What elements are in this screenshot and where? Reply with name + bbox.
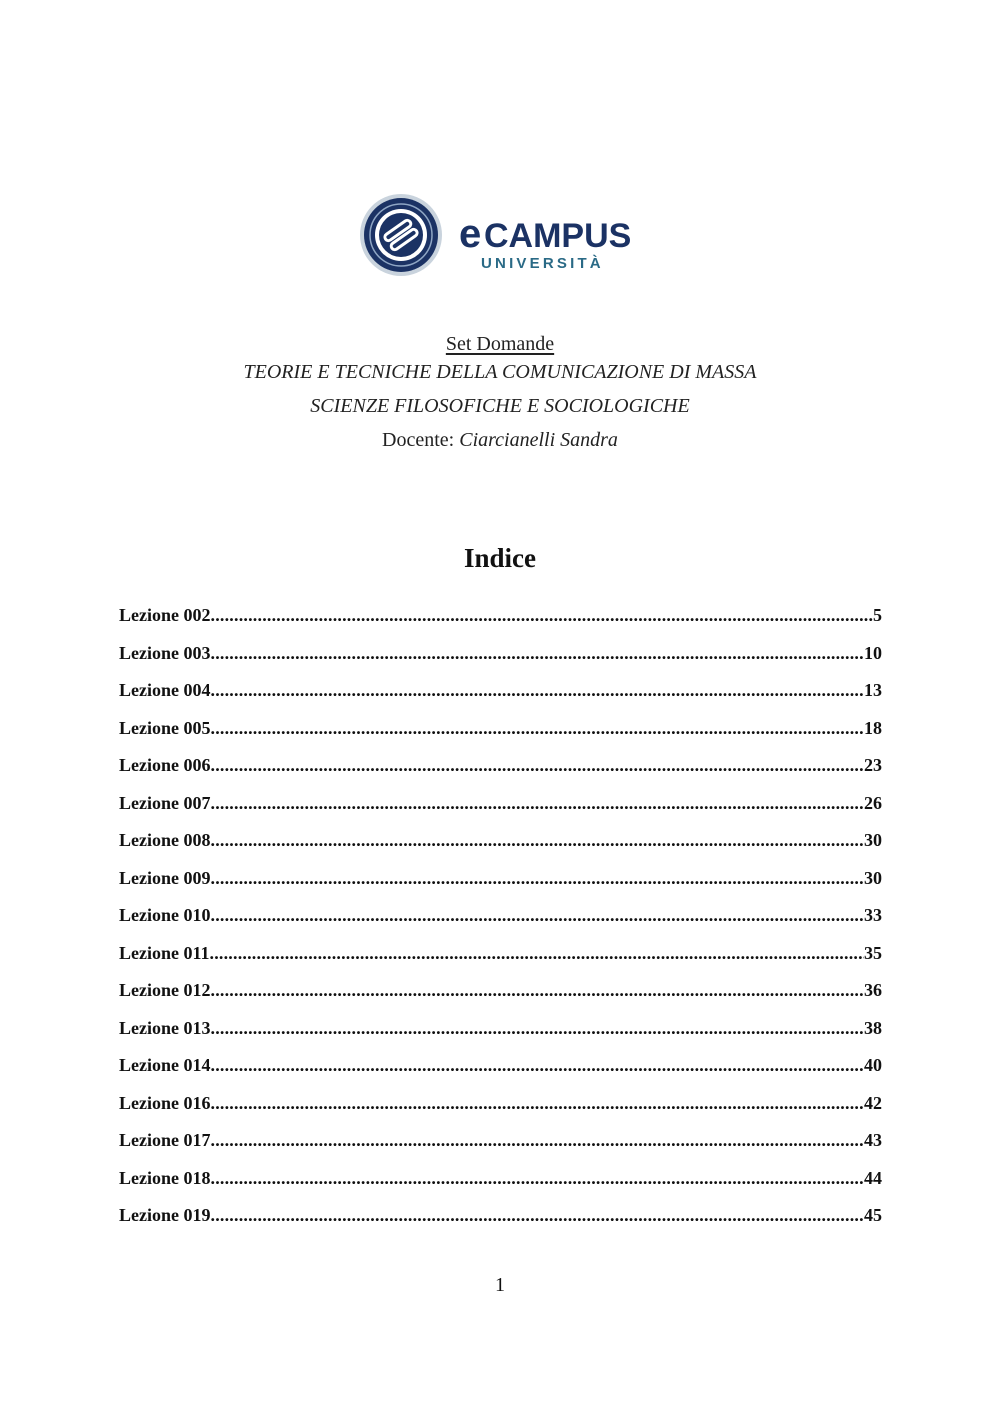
toc-entry[interactable] [119,976,882,1014]
toc-heading: Indice [463,543,536,573]
toc-entry-label: Lezione 005 [119,717,211,738]
toc-entry-page: 45 [864,1205,882,1225]
toc-entry[interactable] [119,601,882,639]
toc-entry[interactable] [119,789,882,827]
toc-entry-label: Lezione 007 [119,792,211,813]
toc-entry-page: 30 [864,867,882,888]
toc-leader-dots [211,1051,865,1079]
toc-entry-page: 10 [864,642,882,663]
toc-entry[interactable] [119,826,882,864]
toc-leader-dots [211,601,874,629]
toc-leader-dots [211,639,865,667]
toc-entry[interactable] [119,1126,882,1164]
toc-leader-dots [211,751,865,779]
toc-entry-page: 30 [864,830,882,850]
toc-entry[interactable] [119,1051,882,1089]
toc-entry-label: Lezione 014 [119,1055,211,1075]
toc-entry-label: Lezione 012 [119,980,211,1000]
toc-entry-label: Lezione 013 [119,1017,211,1038]
toc-leader-dots [211,676,865,704]
toc-entry-label: Lezione 016 [119,1092,211,1113]
toc-entry-page: 26 [864,792,882,813]
brand-name: CAMPUS [484,217,632,255]
set-label: Set Domande [445,333,555,355]
toc-entry-page: 40 [864,1055,882,1075]
toc-leader-dots [211,1014,865,1042]
document-header [0,330,1000,454]
toc-entry-page: 5 [873,605,882,625]
toc-entry[interactable] [119,939,882,977]
toc-entry-label: Lezione 004 [119,680,211,700]
course-area: SCIENZE FILOSOFICHE E SOCIOLOGICHE [310,395,690,417]
brand-prefix: e [459,212,482,256]
toc-leader-dots [211,789,865,817]
toc-leader-dots [211,1089,865,1117]
toc-entry[interactable] [119,1089,882,1127]
course-title: TEORIE E TECNICHE DELLA COMUNICAZIONE DI MASSA [243,361,757,383]
docente-name: Ciarcianelli Sandra [459,429,618,451]
toc-entry-page: 18 [864,717,882,738]
toc-entry-page: 42 [864,1092,882,1113]
toc-entry-label: Lezione 008 [119,830,211,850]
toc-entry[interactable] [119,1014,882,1052]
toc-entry[interactable] [119,864,882,902]
toc-leader-dots [211,901,865,929]
toc-entry-label: Lezione 011 [119,942,210,963]
toc-leader-dots [211,976,865,1004]
toc-entry-page: 13 [864,680,882,700]
toc-entry-label: Lezione 009 [119,867,211,888]
ecampus-logo [358,192,648,278]
docente-line [0,426,1000,454]
toc-entry-page: 38 [864,1017,882,1038]
toc-entry[interactable] [119,751,882,789]
toc-leader-dots [211,864,865,892]
toc-leader-dots [211,1126,865,1154]
toc-entry-label: Lezione 003 [119,642,211,663]
docente-label: Docente: [382,429,455,451]
toc-entry[interactable] [119,676,882,714]
toc-entry[interactable] [119,901,882,939]
toc-entry[interactable] [119,714,882,752]
toc-entry-page: 44 [864,1167,882,1188]
toc-leader-dots [211,1164,865,1192]
toc-entry[interactable] [119,1201,882,1239]
toc-entry-label: Lezione 019 [119,1205,211,1225]
toc-leader-dots [211,826,865,854]
toc-entry-label: Lezione 002 [119,605,211,625]
toc-entry-page: 36 [864,980,882,1000]
toc-entry-label: Lezione 006 [119,755,211,775]
toc-entry-page: 33 [864,905,882,925]
toc-entry-page: 43 [864,1130,882,1150]
toc-entry-label: Lezione 010 [119,905,211,925]
toc-list [119,601,882,1239]
ecampus-seal-icon [360,194,442,276]
toc-entry-label: Lezione 018 [119,1167,211,1188]
toc-leader-dots [211,1201,865,1229]
toc-entry[interactable] [119,1164,882,1202]
toc-leader-dots [210,939,865,967]
page-number: 1 [495,1274,505,1296]
toc-entry-page: 23 [864,755,882,775]
toc-leader-dots [211,714,865,742]
toc-entry[interactable] [119,639,882,677]
brand-sub-label: UNIVERSITÀ [481,255,604,272]
toc-entry-label: Lezione 017 [119,1130,211,1150]
toc-entry-page: 35 [864,942,882,963]
